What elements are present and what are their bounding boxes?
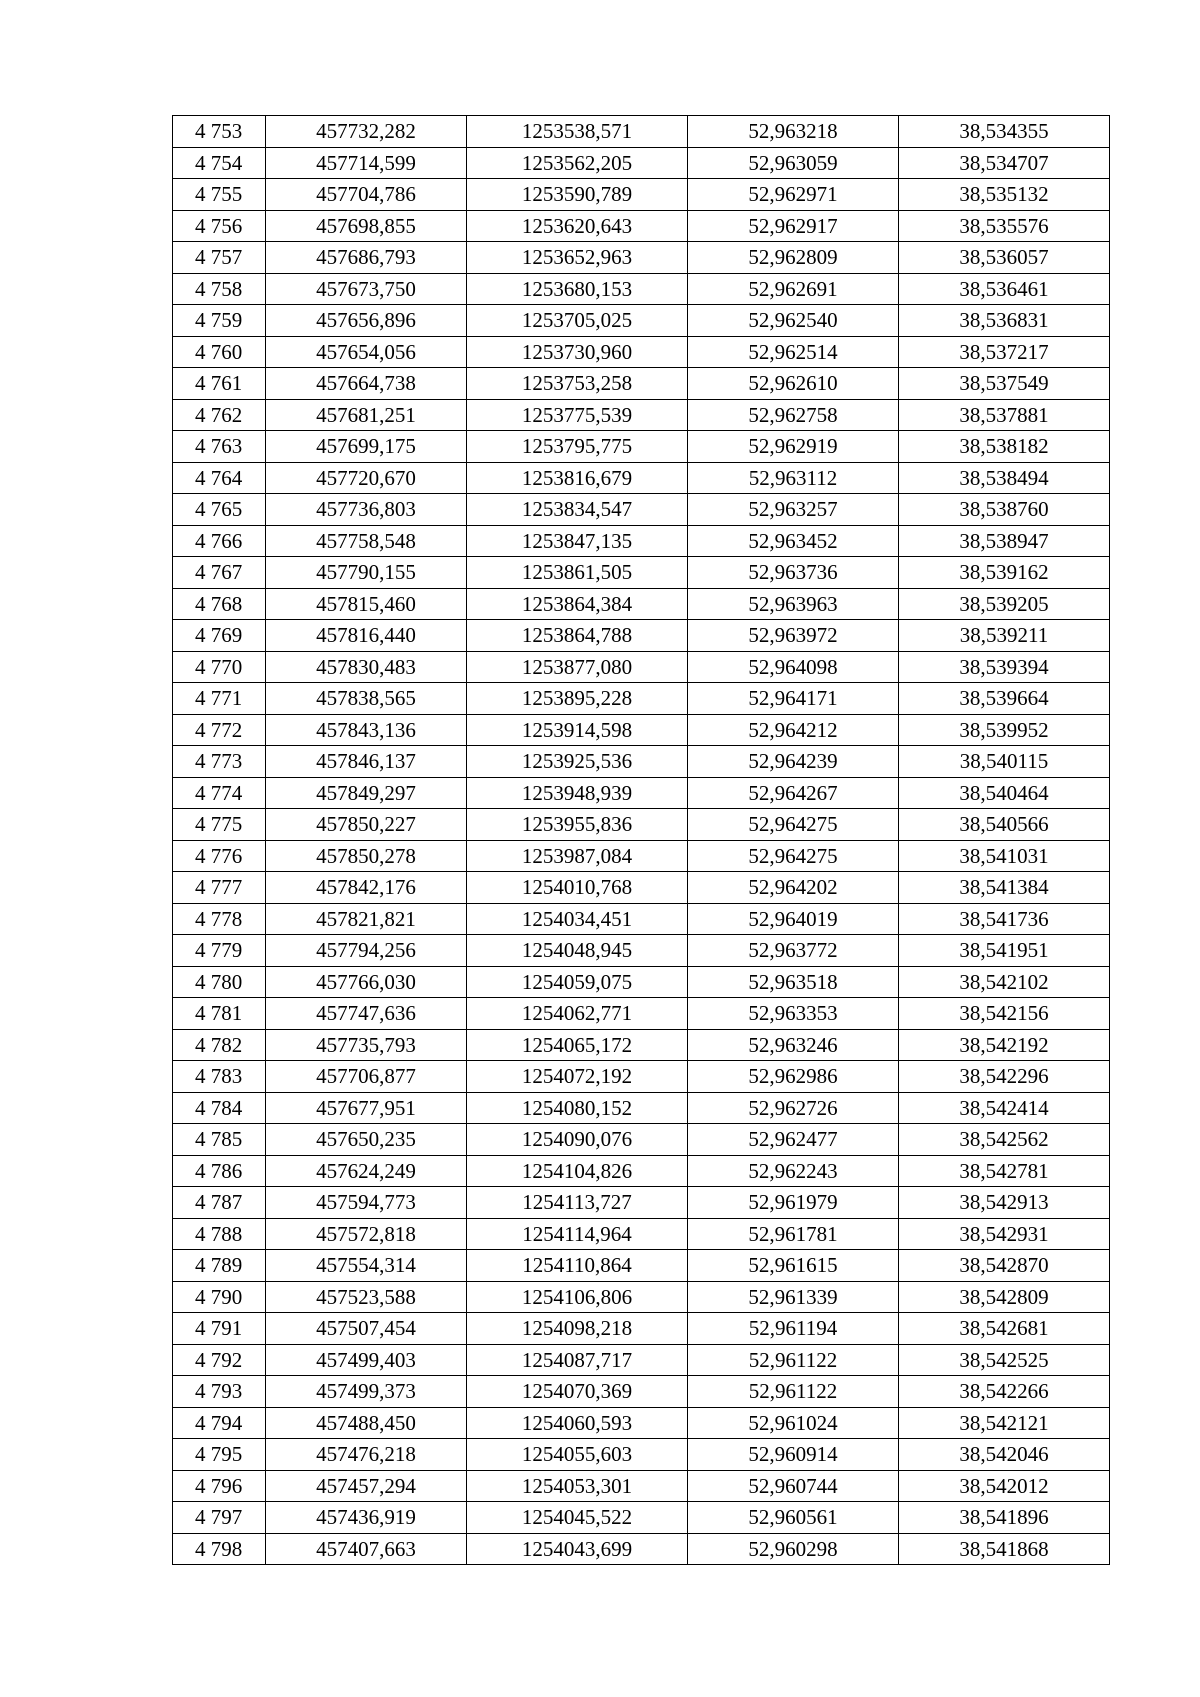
y-coordinate-cell: 1253861,505 — [467, 557, 688, 589]
x-coordinate-cell: 457816,440 — [266, 620, 467, 652]
y-coordinate-cell: 1254090,076 — [467, 1124, 688, 1156]
y-coordinate-cell: 1253538,571 — [467, 116, 688, 148]
latitude-cell: 52,962540 — [688, 305, 899, 337]
latitude-cell: 52,963246 — [688, 1029, 899, 1061]
point-number-cell: 4 768 — [173, 588, 266, 620]
point-number-cell: 4 788 — [173, 1218, 266, 1250]
x-coordinate-cell: 457436,919 — [266, 1502, 467, 1534]
point-number-cell: 4 755 — [173, 179, 266, 211]
longitude-cell: 38,541868 — [899, 1533, 1110, 1565]
table-row — [173, 210, 1110, 242]
point-number-cell: 4 776 — [173, 840, 266, 872]
table-row — [173, 1029, 1110, 1061]
longitude-cell: 38,538760 — [899, 494, 1110, 526]
y-coordinate-cell: 1253753,258 — [467, 368, 688, 400]
y-coordinate-cell: 1254113,727 — [467, 1187, 688, 1219]
table-row — [173, 1376, 1110, 1408]
longitude-cell: 38,535132 — [899, 179, 1110, 211]
longitude-cell: 38,542562 — [899, 1124, 1110, 1156]
latitude-cell: 52,963452 — [688, 525, 899, 557]
latitude-cell: 52,962726 — [688, 1092, 899, 1124]
latitude-cell: 52,963218 — [688, 116, 899, 148]
point-number-cell: 4 771 — [173, 683, 266, 715]
latitude-cell: 52,963353 — [688, 998, 899, 1030]
table-row — [173, 1470, 1110, 1502]
table-row — [173, 777, 1110, 809]
x-coordinate-cell: 457758,548 — [266, 525, 467, 557]
y-coordinate-cell: 1254104,826 — [467, 1155, 688, 1187]
longitude-cell: 38,539664 — [899, 683, 1110, 715]
point-number-cell: 4 785 — [173, 1124, 266, 1156]
table-row — [173, 588, 1110, 620]
table-row — [173, 1155, 1110, 1187]
point-number-cell: 4 757 — [173, 242, 266, 274]
table-row — [173, 1187, 1110, 1219]
table-row — [173, 179, 1110, 211]
longitude-cell: 38,536831 — [899, 305, 1110, 337]
latitude-cell: 52,964267 — [688, 777, 899, 809]
table-row — [173, 116, 1110, 148]
y-coordinate-cell: 1254059,075 — [467, 966, 688, 998]
latitude-cell: 52,963112 — [688, 462, 899, 494]
point-number-cell: 4 761 — [173, 368, 266, 400]
point-number-cell: 4 763 — [173, 431, 266, 463]
longitude-cell: 38,541896 — [899, 1502, 1110, 1534]
y-coordinate-cell: 1253877,080 — [467, 651, 688, 683]
latitude-cell: 52,960561 — [688, 1502, 899, 1534]
longitude-cell: 38,542012 — [899, 1470, 1110, 1502]
x-coordinate-cell: 457673,750 — [266, 273, 467, 305]
longitude-cell: 38,542414 — [899, 1092, 1110, 1124]
point-number-cell: 4 775 — [173, 809, 266, 841]
y-coordinate-cell: 1253864,384 — [467, 588, 688, 620]
longitude-cell: 38,542870 — [899, 1250, 1110, 1282]
latitude-cell: 52,964098 — [688, 651, 899, 683]
table-row — [173, 1281, 1110, 1313]
table-row — [173, 1250, 1110, 1282]
longitude-cell: 38,535576 — [899, 210, 1110, 242]
table-row — [173, 273, 1110, 305]
y-coordinate-cell: 1254087,717 — [467, 1344, 688, 1376]
point-number-cell: 4 787 — [173, 1187, 266, 1219]
point-number-cell: 4 789 — [173, 1250, 266, 1282]
y-coordinate-cell: 1253864,788 — [467, 620, 688, 652]
x-coordinate-cell: 457706,877 — [266, 1061, 467, 1093]
y-coordinate-cell: 1253795,775 — [467, 431, 688, 463]
table-row — [173, 399, 1110, 431]
table-row — [173, 1439, 1110, 1471]
x-coordinate-cell: 457736,803 — [266, 494, 467, 526]
longitude-cell: 38,540566 — [899, 809, 1110, 841]
x-coordinate-cell: 457499,403 — [266, 1344, 467, 1376]
table-row — [173, 651, 1110, 683]
x-coordinate-cell: 457843,136 — [266, 714, 467, 746]
table-row — [173, 903, 1110, 935]
longitude-cell: 38,542809 — [899, 1281, 1110, 1313]
table-row — [173, 525, 1110, 557]
y-coordinate-cell: 1253914,598 — [467, 714, 688, 746]
x-coordinate-cell: 457732,282 — [266, 116, 467, 148]
point-number-cell: 4 758 — [173, 273, 266, 305]
longitude-cell: 38,541384 — [899, 872, 1110, 904]
x-coordinate-cell: 457747,636 — [266, 998, 467, 1030]
point-number-cell: 4 782 — [173, 1029, 266, 1061]
point-number-cell: 4 794 — [173, 1407, 266, 1439]
latitude-cell: 52,963518 — [688, 966, 899, 998]
point-number-cell: 4 792 — [173, 1344, 266, 1376]
y-coordinate-cell: 1253775,539 — [467, 399, 688, 431]
point-number-cell: 4 769 — [173, 620, 266, 652]
longitude-cell: 38,542102 — [899, 966, 1110, 998]
x-coordinate-cell: 457714,599 — [266, 147, 467, 179]
x-coordinate-cell: 457838,565 — [266, 683, 467, 715]
x-coordinate-cell: 457766,030 — [266, 966, 467, 998]
x-coordinate-cell: 457654,056 — [266, 336, 467, 368]
point-number-cell: 4 784 — [173, 1092, 266, 1124]
longitude-cell: 38,534707 — [899, 147, 1110, 179]
x-coordinate-cell: 457850,227 — [266, 809, 467, 841]
latitude-cell: 52,964275 — [688, 840, 899, 872]
y-coordinate-cell: 1253834,547 — [467, 494, 688, 526]
longitude-cell: 38,538182 — [899, 431, 1110, 463]
x-coordinate-cell: 457594,773 — [266, 1187, 467, 1219]
point-number-cell: 4 797 — [173, 1502, 266, 1534]
table-row — [173, 1124, 1110, 1156]
longitude-cell: 38,541736 — [899, 903, 1110, 935]
latitude-cell: 52,962758 — [688, 399, 899, 431]
latitude-cell: 52,963257 — [688, 494, 899, 526]
table-row — [173, 1407, 1110, 1439]
y-coordinate-cell: 1254045,522 — [467, 1502, 688, 1534]
longitude-cell: 38,536461 — [899, 273, 1110, 305]
x-coordinate-cell: 457681,251 — [266, 399, 467, 431]
longitude-cell: 38,539205 — [899, 588, 1110, 620]
table-row — [173, 683, 1110, 715]
x-coordinate-cell: 457656,896 — [266, 305, 467, 337]
y-coordinate-cell: 1253652,963 — [467, 242, 688, 274]
latitude-cell: 52,961615 — [688, 1250, 899, 1282]
x-coordinate-cell: 457735,793 — [266, 1029, 467, 1061]
y-coordinate-cell: 1254065,172 — [467, 1029, 688, 1061]
latitude-cell: 52,964171 — [688, 683, 899, 715]
latitude-cell: 52,961979 — [688, 1187, 899, 1219]
x-coordinate-cell: 457650,235 — [266, 1124, 467, 1156]
latitude-cell: 52,962514 — [688, 336, 899, 368]
latitude-cell: 52,964212 — [688, 714, 899, 746]
table-row — [173, 1533, 1110, 1565]
longitude-cell: 38,542931 — [899, 1218, 1110, 1250]
x-coordinate-cell: 457499,373 — [266, 1376, 467, 1408]
y-coordinate-cell: 1254072,192 — [467, 1061, 688, 1093]
point-number-cell: 4 767 — [173, 557, 266, 589]
point-number-cell: 4 760 — [173, 336, 266, 368]
point-number-cell: 4 779 — [173, 935, 266, 967]
latitude-cell: 52,963736 — [688, 557, 899, 589]
y-coordinate-cell: 1253680,153 — [467, 273, 688, 305]
table-row — [173, 336, 1110, 368]
longitude-cell: 38,534355 — [899, 116, 1110, 148]
longitude-cell: 38,542296 — [899, 1061, 1110, 1093]
latitude-cell: 52,964019 — [688, 903, 899, 935]
x-coordinate-cell: 457407,663 — [266, 1533, 467, 1565]
longitude-cell: 38,542913 — [899, 1187, 1110, 1219]
longitude-cell: 38,542121 — [899, 1407, 1110, 1439]
point-number-cell: 4 795 — [173, 1439, 266, 1471]
latitude-cell: 52,963059 — [688, 147, 899, 179]
latitude-cell: 52,962610 — [688, 368, 899, 400]
latitude-cell: 52,964239 — [688, 746, 899, 778]
point-number-cell: 4 778 — [173, 903, 266, 935]
longitude-cell: 38,537217 — [899, 336, 1110, 368]
latitude-cell: 52,962917 — [688, 210, 899, 242]
table-row — [173, 1502, 1110, 1534]
longitude-cell: 38,540115 — [899, 746, 1110, 778]
y-coordinate-cell: 1253948,939 — [467, 777, 688, 809]
y-coordinate-cell: 1254110,864 — [467, 1250, 688, 1282]
point-number-cell: 4 791 — [173, 1313, 266, 1345]
point-number-cell: 4 780 — [173, 966, 266, 998]
longitude-cell: 38,540464 — [899, 777, 1110, 809]
point-number-cell: 4 773 — [173, 746, 266, 778]
point-number-cell: 4 756 — [173, 210, 266, 242]
x-coordinate-cell: 457476,218 — [266, 1439, 467, 1471]
latitude-cell: 52,961024 — [688, 1407, 899, 1439]
y-coordinate-cell: 1253730,960 — [467, 336, 688, 368]
coordinates-table-body — [173, 116, 1110, 1565]
point-number-cell: 4 766 — [173, 525, 266, 557]
point-number-cell: 4 764 — [173, 462, 266, 494]
table-row — [173, 840, 1110, 872]
longitude-cell: 38,539952 — [899, 714, 1110, 746]
y-coordinate-cell: 1253987,084 — [467, 840, 688, 872]
x-coordinate-cell: 457704,786 — [266, 179, 467, 211]
longitude-cell: 38,542266 — [899, 1376, 1110, 1408]
longitude-cell: 38,541951 — [899, 935, 1110, 967]
y-coordinate-cell: 1254070,369 — [467, 1376, 688, 1408]
x-coordinate-cell: 457624,249 — [266, 1155, 467, 1187]
longitude-cell: 38,542046 — [899, 1439, 1110, 1471]
point-number-cell: 4 772 — [173, 714, 266, 746]
longitude-cell: 38,542525 — [899, 1344, 1110, 1376]
longitude-cell: 38,536057 — [899, 242, 1110, 274]
latitude-cell: 52,962243 — [688, 1155, 899, 1187]
table-row — [173, 431, 1110, 463]
longitude-cell: 38,539211 — [899, 620, 1110, 652]
table-row — [173, 966, 1110, 998]
y-coordinate-cell: 1254010,768 — [467, 872, 688, 904]
point-number-cell: 4 793 — [173, 1376, 266, 1408]
longitude-cell: 38,539162 — [899, 557, 1110, 589]
point-number-cell: 4 790 — [173, 1281, 266, 1313]
x-coordinate-cell: 457677,951 — [266, 1092, 467, 1124]
longitude-cell: 38,538947 — [899, 525, 1110, 557]
longitude-cell: 38,542192 — [899, 1029, 1110, 1061]
x-coordinate-cell: 457699,175 — [266, 431, 467, 463]
x-coordinate-cell: 457720,670 — [266, 462, 467, 494]
point-number-cell: 4 783 — [173, 1061, 266, 1093]
latitude-cell: 52,962477 — [688, 1124, 899, 1156]
x-coordinate-cell: 457523,588 — [266, 1281, 467, 1313]
longitude-cell: 38,538494 — [899, 462, 1110, 494]
y-coordinate-cell: 1254055,603 — [467, 1439, 688, 1471]
x-coordinate-cell: 457698,855 — [266, 210, 467, 242]
y-coordinate-cell: 1254098,218 — [467, 1313, 688, 1345]
x-coordinate-cell: 457842,176 — [266, 872, 467, 904]
table-row — [173, 494, 1110, 526]
point-number-cell: 4 759 — [173, 305, 266, 337]
point-number-cell: 4 762 — [173, 399, 266, 431]
x-coordinate-cell: 457507,454 — [266, 1313, 467, 1345]
y-coordinate-cell: 1254062,771 — [467, 998, 688, 1030]
y-coordinate-cell: 1254114,964 — [467, 1218, 688, 1250]
x-coordinate-cell: 457686,793 — [266, 242, 467, 274]
table-row — [173, 1344, 1110, 1376]
longitude-cell: 38,542681 — [899, 1313, 1110, 1345]
table-row — [173, 746, 1110, 778]
x-coordinate-cell: 457794,256 — [266, 935, 467, 967]
y-coordinate-cell: 1253816,679 — [467, 462, 688, 494]
x-coordinate-cell: 457846,137 — [266, 746, 467, 778]
latitude-cell: 52,961122 — [688, 1376, 899, 1408]
point-number-cell: 4 754 — [173, 147, 266, 179]
table-row — [173, 809, 1110, 841]
latitude-cell: 52,964202 — [688, 872, 899, 904]
point-number-cell: 4 798 — [173, 1533, 266, 1565]
point-number-cell: 4 786 — [173, 1155, 266, 1187]
point-number-cell: 4 774 — [173, 777, 266, 809]
table-row — [173, 872, 1110, 904]
latitude-cell: 52,961194 — [688, 1313, 899, 1345]
latitude-cell: 52,961339 — [688, 1281, 899, 1313]
table-row — [173, 305, 1110, 337]
table-row — [173, 1218, 1110, 1250]
y-coordinate-cell: 1253955,836 — [467, 809, 688, 841]
y-coordinate-cell: 1254080,152 — [467, 1092, 688, 1124]
table-row — [173, 935, 1110, 967]
x-coordinate-cell: 457572,818 — [266, 1218, 467, 1250]
table-row — [173, 714, 1110, 746]
latitude-cell: 52,962986 — [688, 1061, 899, 1093]
longitude-cell: 38,542156 — [899, 998, 1110, 1030]
y-coordinate-cell: 1253620,643 — [467, 210, 688, 242]
y-coordinate-cell: 1254048,945 — [467, 935, 688, 967]
coordinates-table — [172, 115, 1110, 1565]
table-row — [173, 1092, 1110, 1124]
y-coordinate-cell: 1253895,228 — [467, 683, 688, 715]
table-row — [173, 242, 1110, 274]
latitude-cell: 52,960744 — [688, 1470, 899, 1502]
y-coordinate-cell: 1254053,301 — [467, 1470, 688, 1502]
x-coordinate-cell: 457664,738 — [266, 368, 467, 400]
latitude-cell: 52,963963 — [688, 588, 899, 620]
x-coordinate-cell: 457815,460 — [266, 588, 467, 620]
x-coordinate-cell: 457821,821 — [266, 903, 467, 935]
point-number-cell: 4 770 — [173, 651, 266, 683]
x-coordinate-cell: 457554,314 — [266, 1250, 467, 1282]
x-coordinate-cell: 457488,450 — [266, 1407, 467, 1439]
longitude-cell: 38,541031 — [899, 840, 1110, 872]
table-row — [173, 368, 1110, 400]
x-coordinate-cell: 457830,483 — [266, 651, 467, 683]
x-coordinate-cell: 457850,278 — [266, 840, 467, 872]
longitude-cell: 38,542781 — [899, 1155, 1110, 1187]
y-coordinate-cell: 1254060,593 — [467, 1407, 688, 1439]
table-row — [173, 998, 1110, 1030]
latitude-cell: 52,961781 — [688, 1218, 899, 1250]
longitude-cell: 38,537549 — [899, 368, 1110, 400]
table-row — [173, 557, 1110, 589]
y-coordinate-cell: 1253562,205 — [467, 147, 688, 179]
point-number-cell: 4 796 — [173, 1470, 266, 1502]
latitude-cell: 52,962971 — [688, 179, 899, 211]
longitude-cell: 38,539394 — [899, 651, 1110, 683]
table-row — [173, 462, 1110, 494]
latitude-cell: 52,960298 — [688, 1533, 899, 1565]
point-number-cell: 4 777 — [173, 872, 266, 904]
x-coordinate-cell: 457790,155 — [266, 557, 467, 589]
longitude-cell: 38,537881 — [899, 399, 1110, 431]
x-coordinate-cell: 457457,294 — [266, 1470, 467, 1502]
y-coordinate-cell: 1254106,806 — [467, 1281, 688, 1313]
latitude-cell: 52,962809 — [688, 242, 899, 274]
y-coordinate-cell: 1253705,025 — [467, 305, 688, 337]
latitude-cell: 52,962919 — [688, 431, 899, 463]
latitude-cell: 52,960914 — [688, 1439, 899, 1471]
point-number-cell: 4 781 — [173, 998, 266, 1030]
latitude-cell: 52,963972 — [688, 620, 899, 652]
table-row — [173, 147, 1110, 179]
y-coordinate-cell: 1253925,536 — [467, 746, 688, 778]
y-coordinate-cell: 1254034,451 — [467, 903, 688, 935]
latitude-cell: 52,964275 — [688, 809, 899, 841]
point-number-cell: 4 765 — [173, 494, 266, 526]
x-coordinate-cell: 457849,297 — [266, 777, 467, 809]
table-row — [173, 1313, 1110, 1345]
table-row — [173, 1061, 1110, 1093]
latitude-cell: 52,962691 — [688, 273, 899, 305]
latitude-cell: 52,961122 — [688, 1344, 899, 1376]
latitude-cell: 52,963772 — [688, 935, 899, 967]
y-coordinate-cell: 1253847,135 — [467, 525, 688, 557]
y-coordinate-cell: 1254043,699 — [467, 1533, 688, 1565]
point-number-cell: 4 753 — [173, 116, 266, 148]
table-row — [173, 620, 1110, 652]
y-coordinate-cell: 1253590,789 — [467, 179, 688, 211]
